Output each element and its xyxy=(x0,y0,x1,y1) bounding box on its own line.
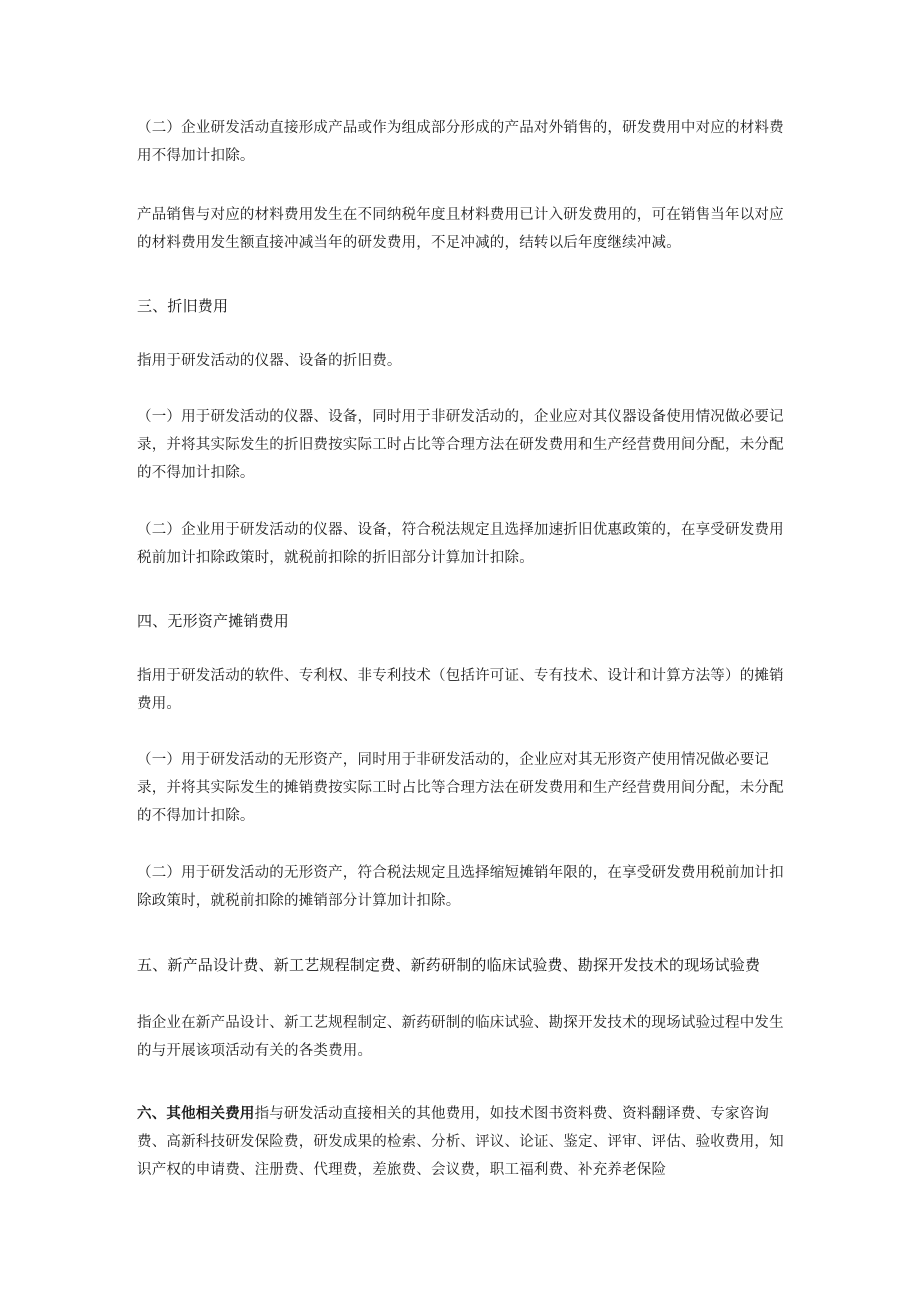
paragraph-new-product-design-fees: 指企业在新产品设计、新工艺规程制定、新药研制的临床试验、勘探开发技术的现场试验过程中发生的与开展该项活动有关的各类费用。 xyxy=(137,1015,784,1059)
paragraph-other-related-fees xyxy=(137,1100,787,1184)
section-heading-depreciation: 三、折旧费用 xyxy=(137,297,229,315)
paragraph-amortization-definition: 指用于研发活动的软件、专利权、非专利技术（包括许可证、专有技术、设计和计算方法等）的摊销费用。 xyxy=(137,668,784,712)
paragraph-depreciation-shared-use: （一）用于研发活动的仪器、设备，同时用于非研发活动的，企业应对其仪器设备使用情况做必要记录，并将其实际发生的折旧费按实际工时占比等合理方法在研发费用和生产经营费用间分配，未分配的不得加计扣除。 xyxy=(137,409,784,481)
paragraph-amortization-shared-use: （一）用于研发活动的无形资产，同时用于非研发活动的，企业应对其无形资产使用情况做必要记录，并将其实际发生的摊销费按实际工时占比等合理方法在研发费用和生产经营费用间分配，未分配的不得加计扣除。 xyxy=(137,752,784,824)
other-fees-text: 指与研发活动直接相关的其他费用，如技术图书资料费、资料翻译费、专家咨询费、高新科技研发保险费，研发成果的检索、分析、评议、论证、鉴定、评审、评估、验收费用，知识产权的申请费、注册费、代理费，差旅费、会议费，职工福利费、补充养老保险 xyxy=(137,1106,784,1178)
paragraph-depreciation-definition: 指用于研发活动的仪器、设备的折旧费。 xyxy=(137,353,402,369)
paragraph-material-cost-product-sale: （二）企业研发活动直接形成产品或作为组成部分形成的产品对外销售的，研发费用中对应的材料费用不得加计扣除。 xyxy=(137,120,784,164)
paragraph-amortization-shortened: （二）用于研发活动的无形资产，符合税法规定且选择缩短摊销年限的，在享受研发费用税前加计扣除政策时，就税前扣除的摊销部分计算加计扣除。 xyxy=(137,865,784,909)
paragraph-material-cost-offset: 产品销售与对应的材料费用发生在不同纳税年度且材料费用已计入研发费用的，可在销售当年以对应的材料费用发生额直接冲减当年的研发费用，不足冲减的，结转以后年度继续冲减。 xyxy=(137,207,784,251)
section-heading-new-product-design-fees: 五、新产品设计费、新工艺规程制定费、新药研制的临床试验费、勘探开发技术的现场试验费 xyxy=(137,956,761,974)
section-heading-intangible-amortization: 四、无形资产摊销费用 xyxy=(137,612,290,630)
inline-heading-other-fees: 六、其他相关费用 xyxy=(137,1106,255,1122)
paragraph-depreciation-accelerated: （二）企业用于研发活动的仪器、设备，符合税法规定且选择加速折旧优惠政策的，在享受研发费用税前加计扣除政策时，就税前扣除的折旧部分计算加计扣除。 xyxy=(137,522,784,566)
